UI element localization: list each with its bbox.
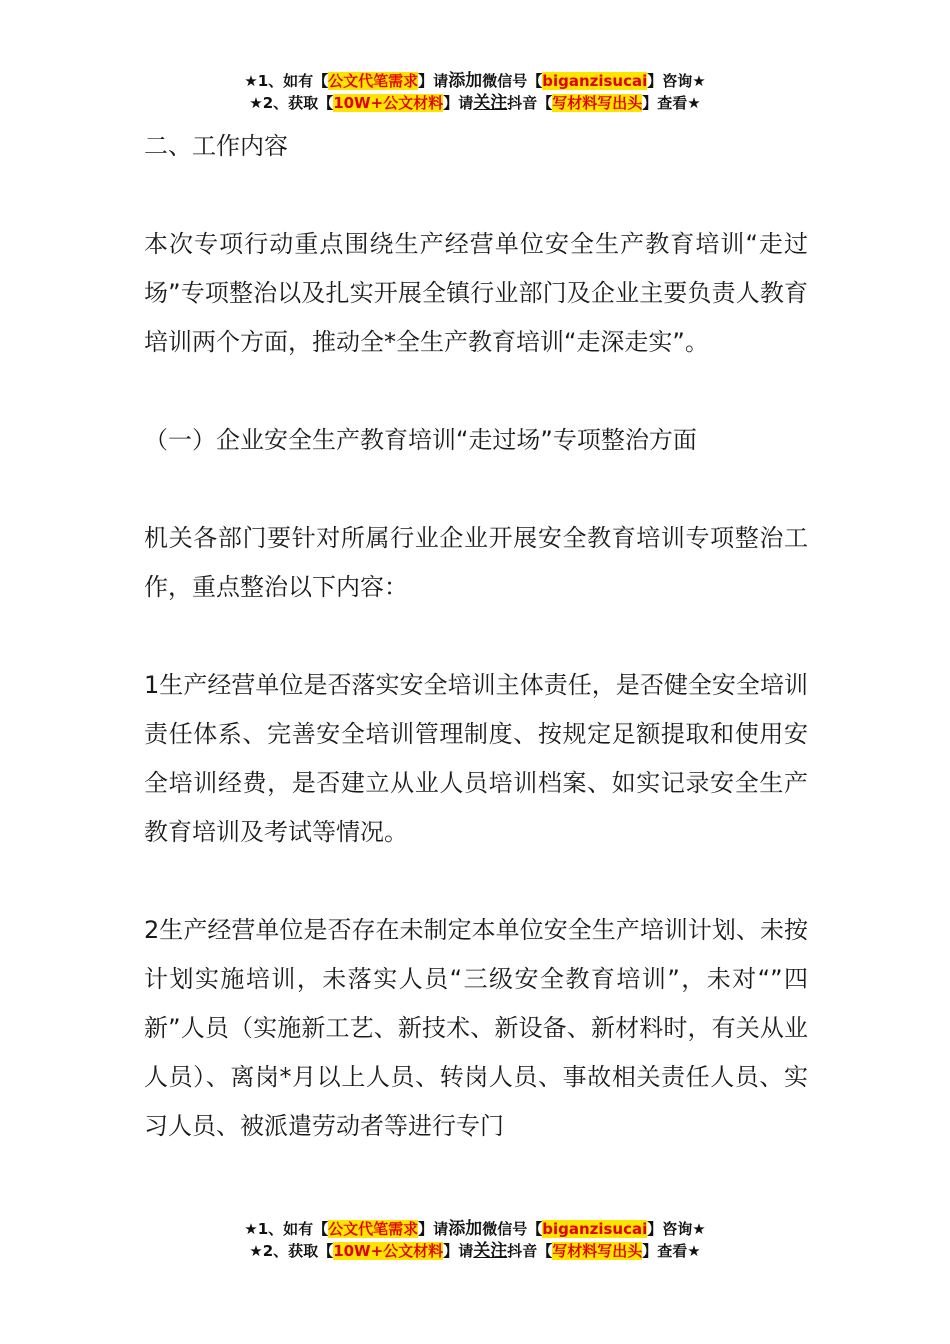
banner-highlight: 公文代笔需求 [328, 1220, 419, 1238]
bottom-banner [0, 1218, 950, 1262]
paragraph-intro: 本次专项行动重点围绕生产经营单位安全生产教育培训“走过场”专项整治以及扎实开展全镇行业部门及企业主要负责人教育培训两个方面，推动全*全生产教育培训“走深走实”。 [144, 230, 808, 356]
banner-highlight: 写材料写出头 [552, 94, 643, 112]
banner-highlight: 写材料写出头 [552, 1242, 643, 1260]
section-heading: 二、工作内容 [144, 132, 288, 160]
list-item-1: 1生产经营单位是否落实安全培训主体责任，是否健全安全培训责任体系、完善安全培训管理制度、按规定足额提取和使用安全培训经费，是否建立从业人员培训档案、如实记录安全生产教育培训及考试等情况。 [144, 671, 808, 846]
banner-line-1: ★1、如有【公文代笔需求】请添加微信号【biganzisucai】咨询★ [244, 71, 706, 91]
paragraph-departments: 机关各部门要针对所属行业企业开展安全教育培训专项整治工作，重点整治以下内容： [144, 524, 808, 601]
banner-highlight: biganzisucai [542, 1220, 648, 1238]
subsection-heading: （一）企业安全生产教育培训“走过场”专项整治方面 [144, 426, 697, 454]
banner-line-1: ★1、如有【公文代笔需求】请添加微信号【biganzisucai】咨询★ [244, 1219, 706, 1239]
banner-highlight: 公文代笔需求 [328, 72, 419, 90]
list-item-2: 2生产经营单位是否存在未制定本单位安全生产培训计划、未按计划实施培训，未落实人员“三级安全教育培训”，未对“”四新”人员（实施新工艺、新技术、新设备、新材料时，有关从业人员）、离岗*月以上人员、转岗人员、事故相关责任人员、实习人员、被派遣劳动者等进行专门 [144, 916, 808, 1140]
banner-line-2: ★2、获取【10W+公文材料】请关注抖音【写材料写出头】查看★ [249, 1241, 701, 1261]
banner-highlight: 10W+公文材料 [333, 1242, 444, 1260]
banner-highlight: 10W+公文材料 [333, 94, 444, 112]
document-body [144, 122, 808, 1151]
banner-line-2: ★2、获取【10W+公文材料】请关注抖音【写材料写出头】查看★ [249, 93, 701, 113]
top-banner [0, 70, 950, 114]
banner-highlight: biganzisucai [542, 72, 648, 90]
